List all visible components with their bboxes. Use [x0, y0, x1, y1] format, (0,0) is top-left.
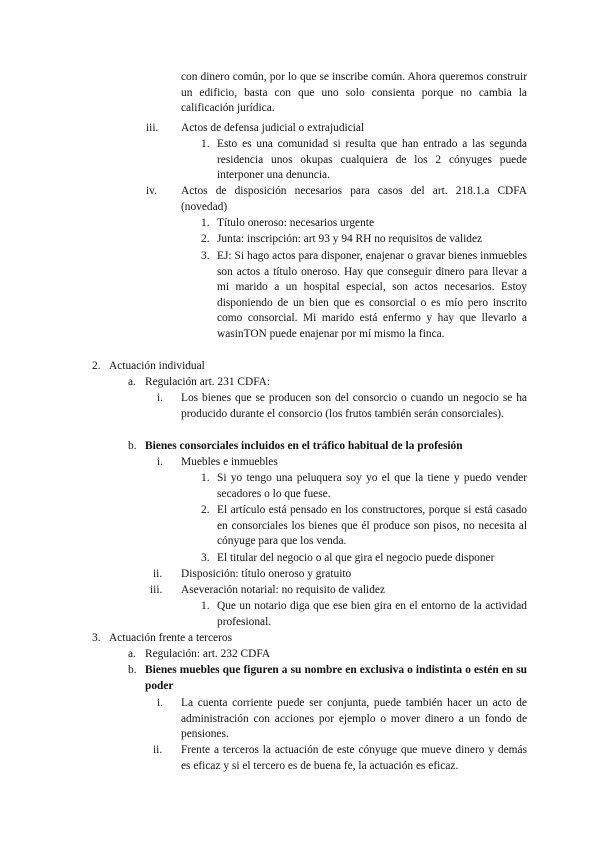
- list-marker: ii.: [153, 568, 163, 580]
- list-marker: 2.: [92, 360, 101, 372]
- list-marker: 2.: [201, 233, 210, 245]
- list-item: Aseveración notarial: no requisito de validez: [181, 584, 386, 596]
- list-marker: 1.: [201, 217, 210, 229]
- list-item: Disposición: título oneroso y gratuito: [181, 568, 352, 580]
- list-marker: i.: [157, 456, 164, 468]
- list-marker: a.: [128, 648, 136, 660]
- list-marker: iii.: [146, 122, 159, 134]
- list-item: Actos de disposición necesarios para casos del art. 218.1.a CDFA (novedad): [181, 185, 527, 213]
- list-item: Muebles e inmuebles: [181, 456, 278, 468]
- list-item: Actos de defensa judicial o extrajudicial: [181, 122, 365, 134]
- list-item: Esto es una comunidad si resulta que han entrado a las segunda residencia unos okupas cualquiera de los 2 cónyuges puede interponer una denuncia.: [217, 138, 527, 181]
- list-marker: 3.: [201, 552, 210, 564]
- list-item: Que un notario diga que ese bien gira en el entorno de la actividad profesional.: [217, 600, 527, 628]
- list-item: Regulación: art. 232 CDFA: [145, 648, 271, 660]
- continuation-paragraph: con dinero común, por lo que se inscribe común. Ahora queremos construir un edificio, basta con que uno solo consienta porque no cambia la calificación jurídica.: [181, 71, 527, 114]
- list-item: La cuenta corriente puede ser conjunta, puede también hacer un acto de administración con acciones por ejemplo o mover dinero a un fondo de pensiones.: [181, 697, 527, 740]
- list-marker: b.: [128, 440, 137, 452]
- list-marker: iii.: [150, 584, 163, 596]
- list-marker: 1.: [201, 472, 210, 484]
- list-item: Regulación art. 231 CDFA:: [145, 376, 271, 388]
- list-marker: iv.: [146, 185, 157, 197]
- list-marker: 1.: [201, 138, 210, 150]
- list-marker: 3.: [92, 632, 101, 644]
- list-item: Junta: inscripción: art 93 y 94 RH no requisitos de validez: [217, 233, 483, 245]
- list-item: Bienes consorciales incluidos en el tráfico habitual de la profesión: [145, 440, 463, 452]
- list-marker: i.: [157, 392, 164, 404]
- list-item: El titular del negocio o al que gira el negocio puede disponer: [217, 552, 495, 564]
- list-marker: ii.: [153, 744, 163, 756]
- list-item: El artículo está pensado en los constructores, porque si está casado en consorciales los bienes que él produce son pisos, no necesita al cónyuge para que los venda.: [217, 504, 527, 547]
- list-item: Si yo tengo una peluquera soy yo el que la tiene y puedo vender secadores o lo que fuese.: [217, 472, 527, 500]
- list-item: Los bienes que se producen son del consorcio o cuando un negocio se ha producido durante el consorcio (los frutos también serán consorciales).: [181, 392, 527, 420]
- list-marker: 2.: [201, 504, 210, 516]
- list-marker: 1.: [201, 600, 210, 612]
- list-item: Frente a terceros la actuación de este cónyuge que mueve dinero y demás es eficaz y si el tercero es de buena fe, la actuación es eficaz.: [181, 744, 527, 772]
- list-item: Bienes muebles que figuren a su nombre en exclusiva o indistinta o estén en su poder: [145, 664, 527, 692]
- list-marker: b.: [128, 664, 137, 676]
- list-marker: i.: [157, 697, 164, 709]
- list-item: EJ: Si hago actos para disponer, enajenar o gravar bienes inmuebles son actos a título oneroso. Hay que conseguir dinero para llevar a mi marido a un hospital especial, son actos necesarios. Estoy disponiendo de un bien que es consorcial o es mío pero inscrito como consorcial. Mi marido está enfermo y hay que llevarlo a wasinTON puede enajenar por mí mismo la finca.: [217, 250, 527, 340]
- list-marker: a.: [128, 376, 136, 388]
- list-item: Título oneroso: necesarios urgente: [217, 217, 374, 229]
- section-heading: Actuación frente a terceros: [109, 632, 233, 644]
- list-marker: 3.: [201, 250, 210, 262]
- section-heading: Actuación individual: [109, 360, 205, 372]
